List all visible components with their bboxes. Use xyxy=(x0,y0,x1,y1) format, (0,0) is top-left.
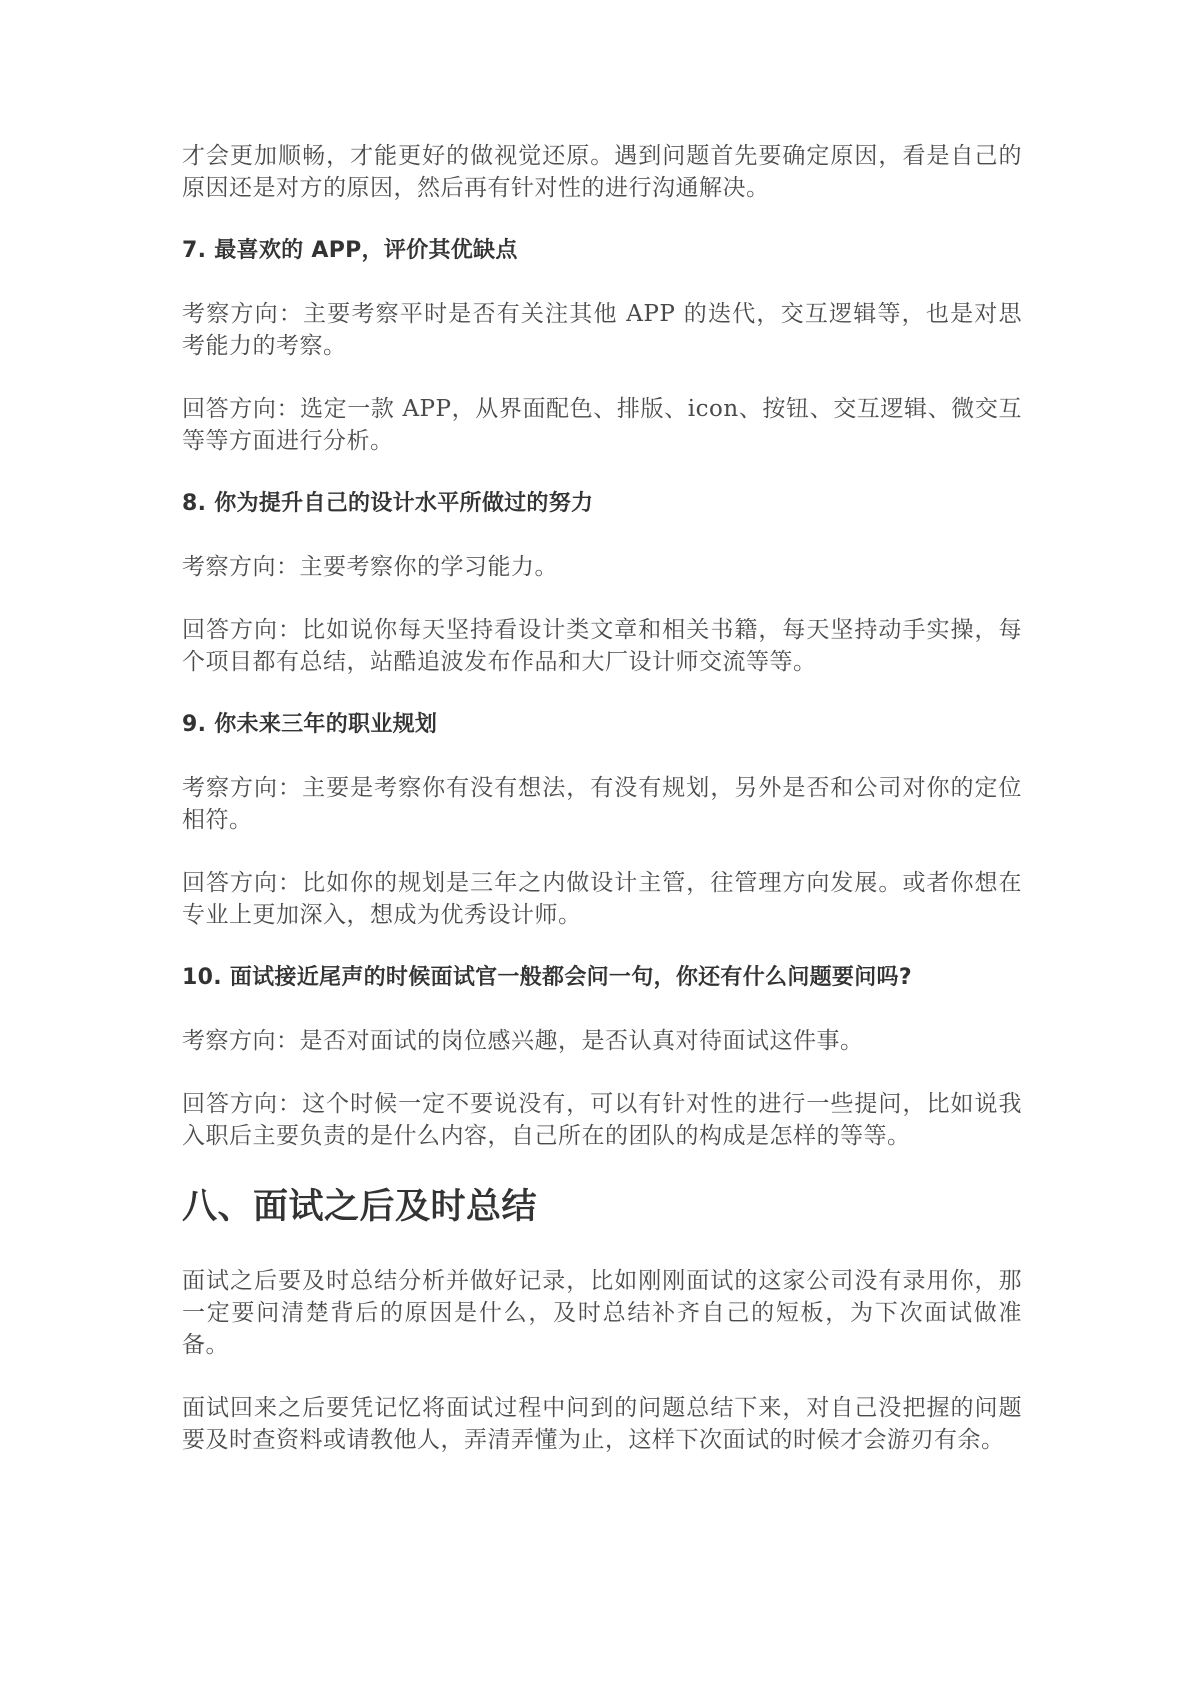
examine-direction: 考察方向：是否对面试的岗位感兴趣，是否认真对待面试这件事。 xyxy=(182,1028,864,1054)
question-10 xyxy=(182,962,1022,1152)
question-7 xyxy=(182,235,1022,457)
question-heading: 9. 你未来三年的职业规划 xyxy=(182,712,438,737)
question-9 xyxy=(182,709,1022,931)
examine-direction: 考察方向：主要考察平时是否有关注其他 APP 的迭代，交互逻辑等，也是对思考能力的考察。 xyxy=(182,301,1022,359)
question-heading: 8. 你为提升自己的设计水平所做过的努力 xyxy=(182,491,594,516)
answer-direction: 回答方向：选定一款 APP，从界面配色、排版、icon、按钮、交互逻辑、微交互等等方面进行分析。 xyxy=(182,396,1022,454)
answer-direction: 回答方向：比如说你每天坚持看设计类文章和相关书籍，每天坚持动手实操，每个项目都有总结，站酷追波发布作品和大厂设计师交流等等。 xyxy=(182,617,1022,675)
examine-direction: 考察方向：主要是考察你有没有想法，有没有规划，另外是否和公司对你的定位相符。 xyxy=(182,775,1022,833)
section-heading: 八、面试之后及时总结 xyxy=(182,1187,538,1227)
answer-direction: 回答方向：比如你的规划是三年之内做设计主管，往管理方向发展。或者你想在专业上更加深入，想成为优秀设计师。 xyxy=(182,870,1022,928)
question-8 xyxy=(182,488,1022,678)
document-page xyxy=(182,140,1022,1487)
section-paragraph: 面试回来之后要凭记忆将面试过程中问到的问题总结下来，对自己没把握的问题要及时查资料或请教他人，弄清弄懂为止，这样下次面试的时候才会游刃有余。 xyxy=(182,1395,1022,1453)
section-paragraph: 面试之后要及时总结分析并做好记录，比如刚刚面试的这家公司没有录用你，那一定要问清楚背后的原因是什么，及时总结补齐自己的短板，为下次面试做准备。 xyxy=(182,1268,1022,1358)
examine-direction: 考察方向：主要考察你的学习能力。 xyxy=(182,554,558,580)
question-heading: 7. 最喜欢的 APP，评价其优缺点 xyxy=(182,238,518,263)
intro-paragraph: 才会更加顺畅，才能更好的做视觉还原。遇到问题首先要确定原因，看是自己的原因还是对方的原因，然后再有针对性的进行沟通解决。 xyxy=(182,143,1022,201)
answer-direction: 回答方向：这个时候一定不要说没有，可以有针对性的进行一些提问，比如说我入职后主要负责的是什么内容，自己所在的团队的构成是怎样的等等。 xyxy=(182,1091,1022,1149)
question-heading: 10. 面试接近尾声的时候面试官一般都会问一句，你还有什么问题要问吗? xyxy=(182,965,912,990)
